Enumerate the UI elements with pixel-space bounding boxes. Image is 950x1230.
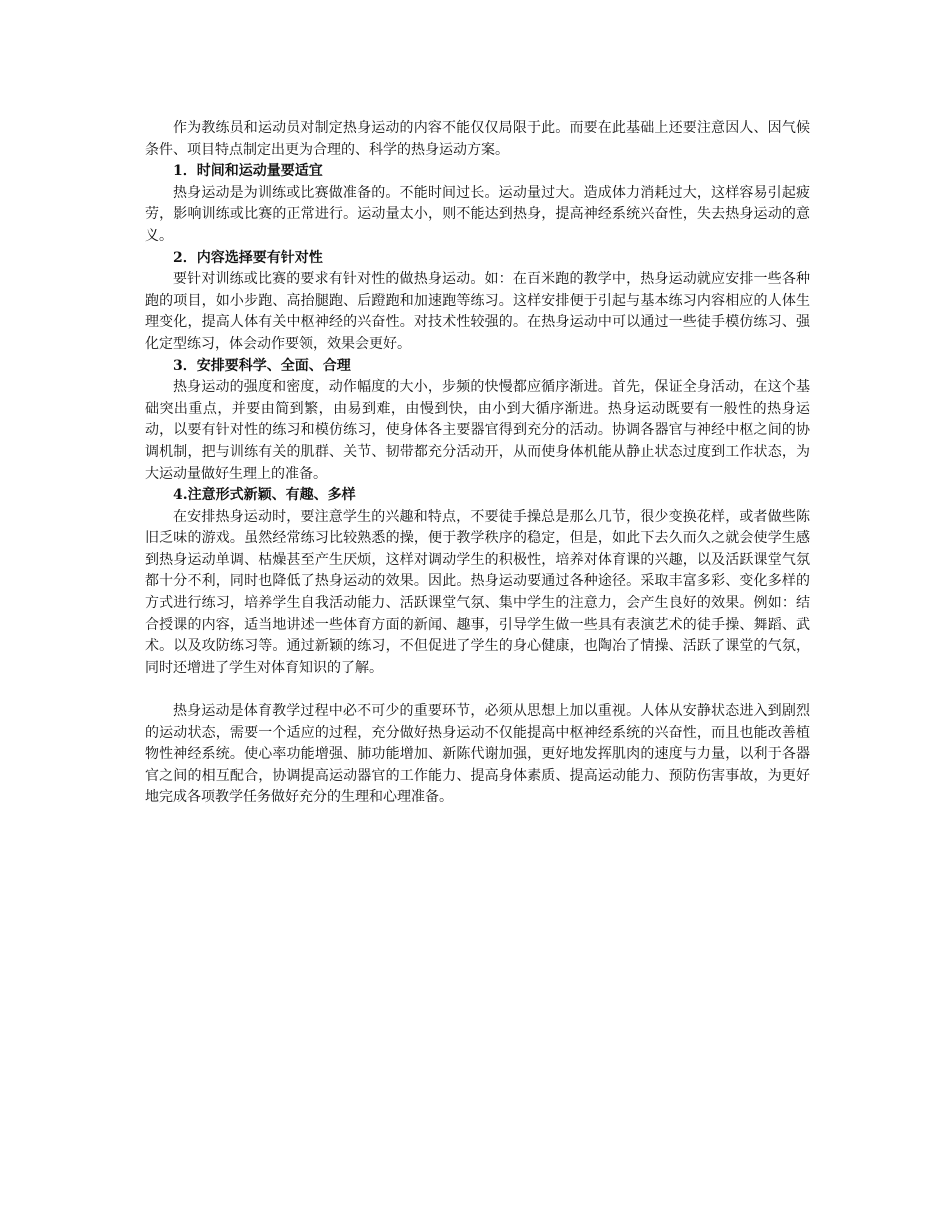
- paragraph-spacer: [145, 679, 810, 701]
- conclusion-paragraph: 热身运动是体育教学过程中必不可少的重要环节，必须从思想上加以重视。人体从安静状态进入到剧烈的运动状态，需要一个适应的过程，充分做好热身运动不仅能提高中枢神经系统的兴奋性，而且也能改善植物性神经系统。使心率功能增强、肺功能增加、新陈代谢加强，更好地发挥肌肉的速度与力量，以利于各器官之间的相互配合，协调提高运动器官的工作能力、提高身体素质、提高运动能力、预防伤害事故，为更好地完成各项教学任务做好充分的生理和心理准备。: [145, 703, 810, 806]
- section-4-paragraph: 在安排热身运动时，要注意学生的兴趣和特点，不要徒手操总是那么几节，很少变换花样，或者做些陈旧乏味的游戏。虽然经常练习比较熟悉的操，便于教学秩序的稳定，但是，如此下去久而久之就会使学生感到热身运动单调、枯燥甚至产生厌烦，这样对调动学生的积极性，培养对体育课的兴趣，以及活跃课堂气氛都十分不利，同时也降低了热身运动的效果。因此。热身运动要通过各种途径。采取丰富多彩、变化多样的方式进行练习，培养学生自我活动能力、活跃课堂气氛、集中学生的注意力，会产生良好的效果。例如：结合授课的内容，适当地讲述一些体育方面的新闻、趣事，引导学生做一些具有表演艺术的徒手操、舞蹈、武术。以及攻防练习等。通过新颖的练习，不但促进了学生的身心健康，也陶冶了情操、活跃了课堂的气氛，同时还增进了学生对体育知识的了解。: [145, 508, 810, 676]
- section-3-paragraph: 热身运动的强度和密度，动作幅度的大小，步频的快慢都应循序渐进。首先，保证全身活动，在这个基础突出重点，并要由简到繁，由易到难，由慢到快，由小到大循序渐进。热身运动既要有一般性的热身运动，以要有针对性的练习和模仿练习，使身体各主要器官得到充分的活动。协调各器官与神经中枢之间的协调机制，把与训练有关的肌群、关节、韧带都充分活动开，从而使身体机能从静止状态过度到工作状态，为大运动量做好生理上的准备。: [145, 379, 810, 482]
- section-heading-2: 2．内容选择要有针对性: [173, 249, 323, 266]
- document-body: [145, 118, 810, 809]
- section-1-paragraph: 热身运动是为训练或比赛做准备的。不能时间过长。运动量过大。造成体力消耗过大，这样容易引起疲劳，影响训练或比赛的正常进行。运动量太小，则不能达到热身，提高神经系统兴奋性，失去热身运动的意义。: [145, 184, 810, 244]
- section-heading-3: 3．安排要科学、全面、合理: [173, 357, 351, 374]
- section-heading-4: 4.注意形式新颖、有趣、多样: [173, 487, 356, 504]
- section-2-paragraph: 要针对训练或比赛的要求有针对性的做热身运动。如：在百米跑的教学中，热身运动就应安排一些各种跑的项目，如小步跑、高抬腿跑、后蹬跑和加速跑等练习。这样安排便于引起与基本练习内容相应的人体生理变化，提高人体有关中枢神经的兴奋性。对技术性较强的。在热身运动中可以通过一些徒手模仿练习、强化定型练习，体会动作要领，效果会更好。: [145, 271, 810, 352]
- section-heading-1: 1．时间和运动量要适宜: [173, 163, 323, 180]
- intro-paragraph: 作为教练员和运动员对制定热身运动的内容不能仅仅局限于此。而要在此基础上还要注意因人、因气候条件、项目特点制定出更为合理的、科学的热身运动方案。: [145, 120, 810, 158]
